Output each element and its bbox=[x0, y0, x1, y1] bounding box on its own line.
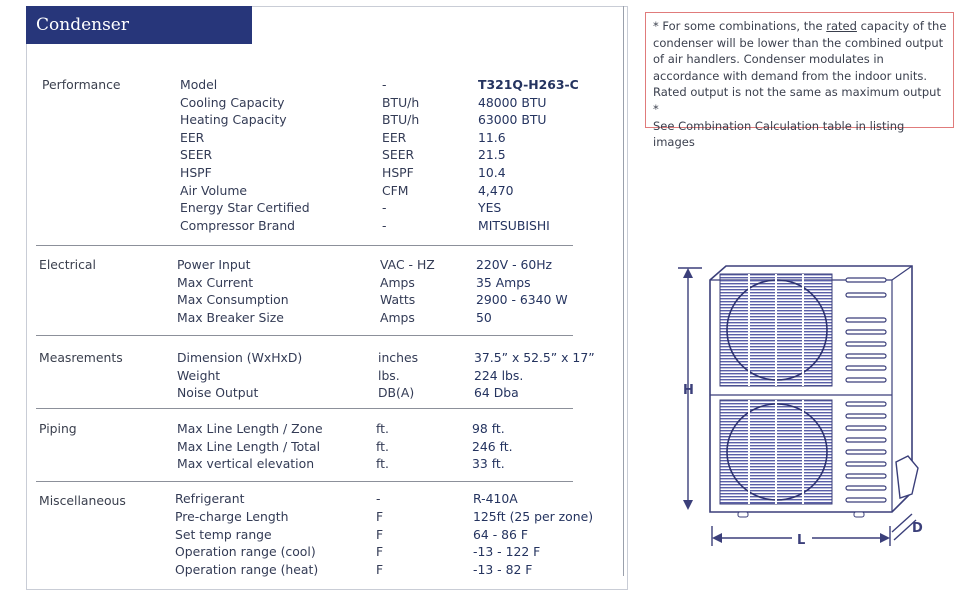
section-divider bbox=[36, 481, 573, 482]
upper-fan-grill bbox=[720, 274, 832, 386]
condenser-diagram bbox=[672, 262, 952, 562]
length-label: L bbox=[797, 533, 806, 548]
section-label-piping: Piping bbox=[39, 421, 77, 436]
page-title: Condenser Specifications bbox=[26, 6, 252, 44]
note-line-3: of air handlers. Condenser modulates in bbox=[653, 52, 884, 67]
footnote-box bbox=[645, 12, 954, 150]
section-label-miscellaneous: Miscellaneous bbox=[39, 493, 126, 508]
section-divider bbox=[36, 408, 573, 409]
condenser-unit bbox=[710, 266, 918, 517]
valve-cover bbox=[896, 456, 918, 498]
depth-label: D bbox=[912, 521, 923, 536]
note-line-4: accordance with demand from the indoor units. bbox=[653, 68, 927, 83]
section-divider bbox=[36, 245, 573, 246]
lower-fan-grill bbox=[720, 400, 832, 504]
column-divider bbox=[623, 6, 624, 576]
note-line-6: See Combination Calculation table in listing images bbox=[653, 118, 905, 150]
height-label: H bbox=[683, 383, 694, 398]
note-line-2: condenser will be lower than the combined output bbox=[653, 35, 944, 50]
section-label-electrical: Electrical bbox=[39, 257, 96, 272]
note-line-5: Rated output is not the same as maximum output * bbox=[653, 85, 941, 116]
section-label-performance: Performance bbox=[42, 77, 121, 92]
section-label-measurements: Measrements bbox=[39, 350, 123, 365]
note-line-1: * For some combinations, the rated capacity of the bbox=[653, 19, 947, 33]
section-divider bbox=[36, 335, 573, 336]
